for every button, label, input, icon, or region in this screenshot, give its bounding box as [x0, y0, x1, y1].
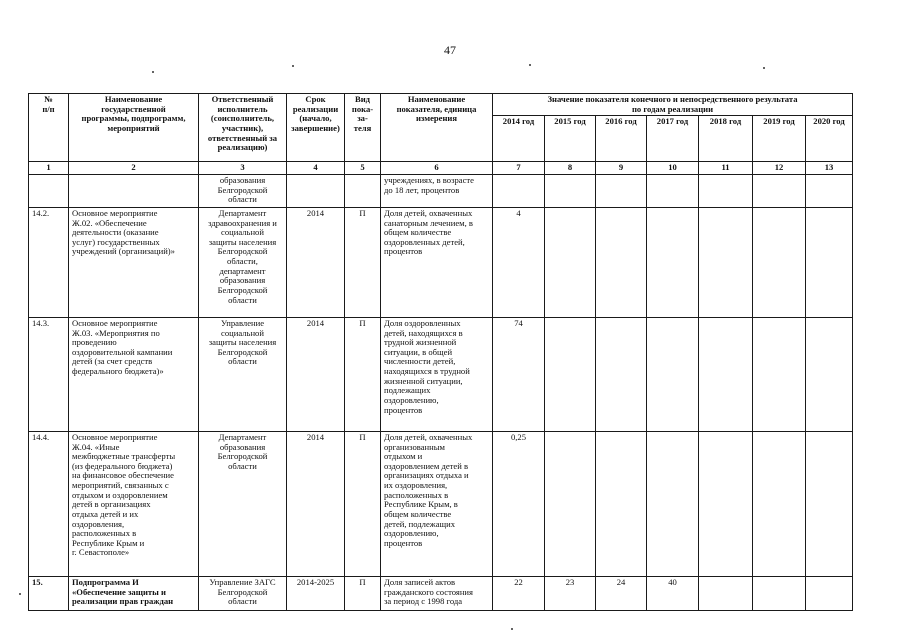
column-number: 9	[596, 162, 647, 175]
scan-speck	[19, 593, 21, 595]
header-year: 2017 год	[647, 116, 699, 162]
row-executor: образования Белгородской области	[199, 174, 287, 207]
row-value	[647, 431, 699, 576]
column-number: 2	[69, 162, 199, 175]
row-indicator: Доля детей, охваченных организованным отдыхом и оздоровлением детей в организациях отдыха и их оздоровления, расположенных в Республике Крым, в общем количестве детей, подлежащих оздоровлению, процентов	[381, 431, 493, 576]
scan-speck	[292, 65, 294, 67]
row-value	[806, 576, 853, 610]
column-number: 6	[381, 162, 493, 175]
row-value: 74	[493, 317, 545, 431]
column-number: 11	[699, 162, 753, 175]
row-value	[699, 431, 753, 576]
column-number: 12	[753, 162, 806, 175]
column-number: 10	[647, 162, 699, 175]
row-value	[753, 576, 806, 610]
indicator-table	[28, 93, 853, 611]
scan-speck	[511, 628, 513, 630]
row-name: Подпрограмма И «Обеспечение защиты и реализации прав граждан	[69, 576, 199, 610]
header-year: 2018 год	[699, 116, 753, 162]
row-term: 2014-2025	[287, 576, 345, 610]
row-value	[493, 174, 545, 207]
row-value: 4	[493, 207, 545, 317]
row-value	[753, 174, 806, 207]
row-executor: Управление социальной защиты населения Белгородской области	[199, 317, 287, 431]
column-number: 8	[545, 162, 596, 175]
row-value	[753, 207, 806, 317]
table-row	[29, 431, 853, 576]
row-value	[545, 207, 596, 317]
column-number: 5	[345, 162, 381, 175]
row-name: Основное мероприятие Ж.03. «Мероприятия по проведению оздоровительной кампании детей (за счет средств федерального бюджета)»	[69, 317, 199, 431]
row-indicator: учреждениях, в возрасте до 18 лет, процентов	[381, 174, 493, 207]
header-row	[29, 94, 853, 116]
row-name	[69, 174, 199, 207]
row-term	[287, 174, 345, 207]
header-year: 2016 год	[596, 116, 647, 162]
row-type: П	[345, 317, 381, 431]
header-col-executor: Ответственный исполнитель (соисполнитель, участник), ответственный за реализацию)	[199, 94, 287, 162]
page-number: 47	[444, 43, 456, 57]
scan-speck	[529, 64, 531, 66]
row-type	[345, 174, 381, 207]
row-indicator: Доля записей актов гражданского состояния за период с 1998 года	[381, 576, 493, 610]
row-value: 24	[596, 576, 647, 610]
row-value	[596, 207, 647, 317]
row-value	[806, 174, 853, 207]
header-col-term: Срок реализации (начало, завершение)	[287, 94, 345, 162]
row-value: 0,25	[493, 431, 545, 576]
row-value	[699, 317, 753, 431]
header-year: 2019 год	[753, 116, 806, 162]
row-indicator: Доля детей, охваченных санаторным лечением, в общем количестве оздоровленных детей, процентов	[381, 207, 493, 317]
row-term: 2014	[287, 431, 345, 576]
row-value: 40	[647, 576, 699, 610]
column-number: 7	[493, 162, 545, 175]
row-name: Основное мероприятие Ж.04. «Иные межбюджетные трансферты (из федерального бюджета) на финансовое обеспечение мероприятий, связанных с отдыхом и оздоровлением детей в организациях отдыха детей и их оздоровления, расположенных в Республике Крым и г. Севастополе»	[69, 431, 199, 576]
row-type: П	[345, 207, 381, 317]
row-number: 14.2.	[29, 207, 69, 317]
row-value	[545, 317, 596, 431]
column-number: 1	[29, 162, 69, 175]
row-value	[596, 174, 647, 207]
column-number: 3	[199, 162, 287, 175]
row-number: 14.4.	[29, 431, 69, 576]
header-col-type: Вид пока- за- теля	[345, 94, 381, 162]
header-year: 2015 год	[545, 116, 596, 162]
table-row	[29, 317, 853, 431]
table-row	[29, 576, 853, 610]
scan-speck	[763, 67, 765, 69]
header-col-name: Наименование государственной программы, подпрограмм, мероприятий	[69, 94, 199, 162]
column-number: 13	[806, 162, 853, 175]
row-number	[29, 174, 69, 207]
row-value	[753, 317, 806, 431]
column-number: 4	[287, 162, 345, 175]
row-value	[596, 431, 647, 576]
row-value	[647, 207, 699, 317]
row-executor: Управление ЗАГС Белгородской области	[199, 576, 287, 610]
header-year: 2014 год	[493, 116, 545, 162]
row-value	[647, 174, 699, 207]
row-value	[753, 431, 806, 576]
row-value	[596, 317, 647, 431]
row-value	[806, 431, 853, 576]
row-value	[699, 207, 753, 317]
row-value	[545, 174, 596, 207]
header-col-num: № п/п	[29, 94, 69, 162]
table-row	[29, 207, 853, 317]
row-term: 2014	[287, 207, 345, 317]
row-type: П	[345, 431, 381, 576]
scan-speck	[152, 71, 154, 73]
row-value	[699, 174, 753, 207]
row-executor: Департамент здравоохранения и социальной защиты населения Белгородской области, департамент образования Белгородской области	[199, 207, 287, 317]
header-col-indicator: Наименование показателя, единица измерения	[381, 94, 493, 162]
header-values-group: Значение показателя конечного и непосредственного результата по годам реализации	[493, 94, 853, 116]
row-value	[699, 576, 753, 610]
row-value	[545, 431, 596, 576]
row-value	[806, 317, 853, 431]
row-value: 22	[493, 576, 545, 610]
column-number-row	[29, 162, 853, 175]
table-row	[29, 174, 853, 207]
row-value	[647, 317, 699, 431]
row-indicator: Доля оздоровленных детей, находящихся в трудной жизненной ситуации, в общей численности детей, находящихся в трудной жизненной ситуации, подлежащих оздоровлению, процентов	[381, 317, 493, 431]
row-type: П	[345, 576, 381, 610]
row-name: Основное мероприятие Ж.02. «Обеспечение деятельности (оказание услуг) государственных учреждений (организаций)»	[69, 207, 199, 317]
row-value	[806, 207, 853, 317]
header-year: 2020 год	[806, 116, 853, 162]
row-value: 23	[545, 576, 596, 610]
row-number: 14.3.	[29, 317, 69, 431]
row-number: 15.	[29, 576, 69, 610]
row-term: 2014	[287, 317, 345, 431]
row-executor: Департамент образования Белгородской области	[199, 431, 287, 576]
